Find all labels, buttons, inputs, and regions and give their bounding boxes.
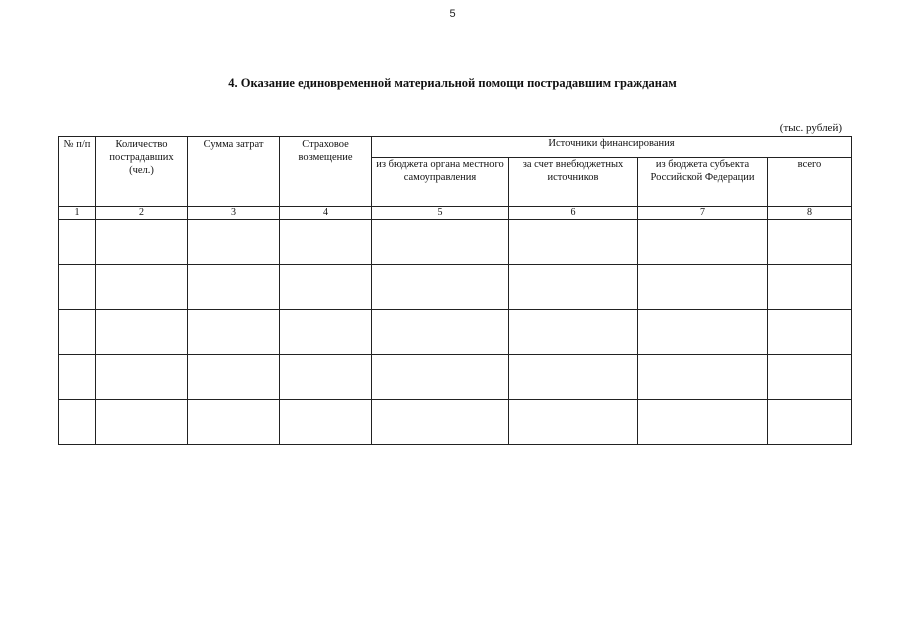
table-cell xyxy=(280,220,372,265)
table-cell xyxy=(372,220,509,265)
table-row xyxy=(59,220,852,265)
header-insurance xyxy=(280,137,372,207)
column-number: 3 xyxy=(188,207,280,220)
header-extra-budget xyxy=(509,158,638,207)
table-cell xyxy=(188,220,280,265)
column-number: 1 xyxy=(59,207,96,220)
units-label: (тыс. рублей) xyxy=(779,122,842,134)
table-cell xyxy=(372,265,509,310)
table-cell xyxy=(280,265,372,310)
table-cell xyxy=(372,310,509,355)
table-cell xyxy=(638,220,768,265)
section-title: 4. Оказание единовременной материальной помощи пострадавшим гражданам xyxy=(228,76,677,90)
header-local-budget xyxy=(372,158,509,207)
table-cell xyxy=(768,310,852,355)
table-cell xyxy=(509,220,638,265)
table-cell xyxy=(638,400,768,445)
column-number: 6 xyxy=(509,207,638,220)
table-cell xyxy=(59,400,96,445)
table-cell xyxy=(188,310,280,355)
table-cell xyxy=(768,400,852,445)
header-insurance-label: Страховое возмещение xyxy=(298,139,353,163)
table-cell xyxy=(509,265,638,310)
table-cell xyxy=(509,310,638,355)
table-cell xyxy=(59,310,96,355)
table-cell xyxy=(638,310,768,355)
header-subject-budget-label: из бюджета субъекта Российской Федерации xyxy=(650,159,755,183)
table-cell xyxy=(372,355,509,400)
table-cell xyxy=(768,355,852,400)
table-row xyxy=(59,265,852,310)
table-cell xyxy=(96,400,188,445)
table-row xyxy=(59,355,852,400)
header-sources xyxy=(372,137,852,158)
header-extra-budget-label: за счет внебюджетных источников xyxy=(522,159,624,183)
header-num-label: № п/п xyxy=(63,139,91,150)
table-cell xyxy=(372,400,509,445)
table-row xyxy=(59,310,852,355)
table-cell xyxy=(280,355,372,400)
header-sources-label: Источники финансирования xyxy=(548,138,675,149)
assistance-table xyxy=(58,136,852,445)
table-cell xyxy=(280,400,372,445)
header-count-label: Количество пострадавших (чел.) xyxy=(109,139,174,176)
header-num xyxy=(59,137,96,207)
table-cell xyxy=(509,355,638,400)
table-cell xyxy=(638,265,768,310)
header-row-top xyxy=(59,137,852,158)
column-number: 7 xyxy=(638,207,768,220)
column-number: 4 xyxy=(280,207,372,220)
table-cell xyxy=(509,400,638,445)
table-cell xyxy=(59,265,96,310)
column-number-row xyxy=(59,207,852,220)
table-cell xyxy=(188,400,280,445)
header-sum xyxy=(188,137,280,207)
table-cell xyxy=(768,220,852,265)
header-count xyxy=(96,137,188,207)
table-row xyxy=(59,400,852,445)
table-cell xyxy=(96,355,188,400)
header-sum-label: Сумма затрат xyxy=(203,139,264,150)
header-local-budget-label: из бюджета органа местного самоуправления xyxy=(376,159,504,183)
table-cell xyxy=(280,310,372,355)
header-subject-budget xyxy=(638,158,768,207)
column-number: 2 xyxy=(96,207,188,220)
table-cell xyxy=(638,355,768,400)
column-number: 8 xyxy=(768,207,852,220)
column-number: 5 xyxy=(372,207,509,220)
table-cell xyxy=(96,265,188,310)
table-cell xyxy=(188,355,280,400)
header-total xyxy=(768,158,852,207)
header-total-label: всего xyxy=(797,159,822,170)
table-cell xyxy=(59,355,96,400)
table-cell xyxy=(768,265,852,310)
page-number: 5 xyxy=(449,8,456,20)
table-cell xyxy=(59,220,96,265)
table-cell xyxy=(96,310,188,355)
table-cell xyxy=(96,220,188,265)
table-cell xyxy=(188,265,280,310)
